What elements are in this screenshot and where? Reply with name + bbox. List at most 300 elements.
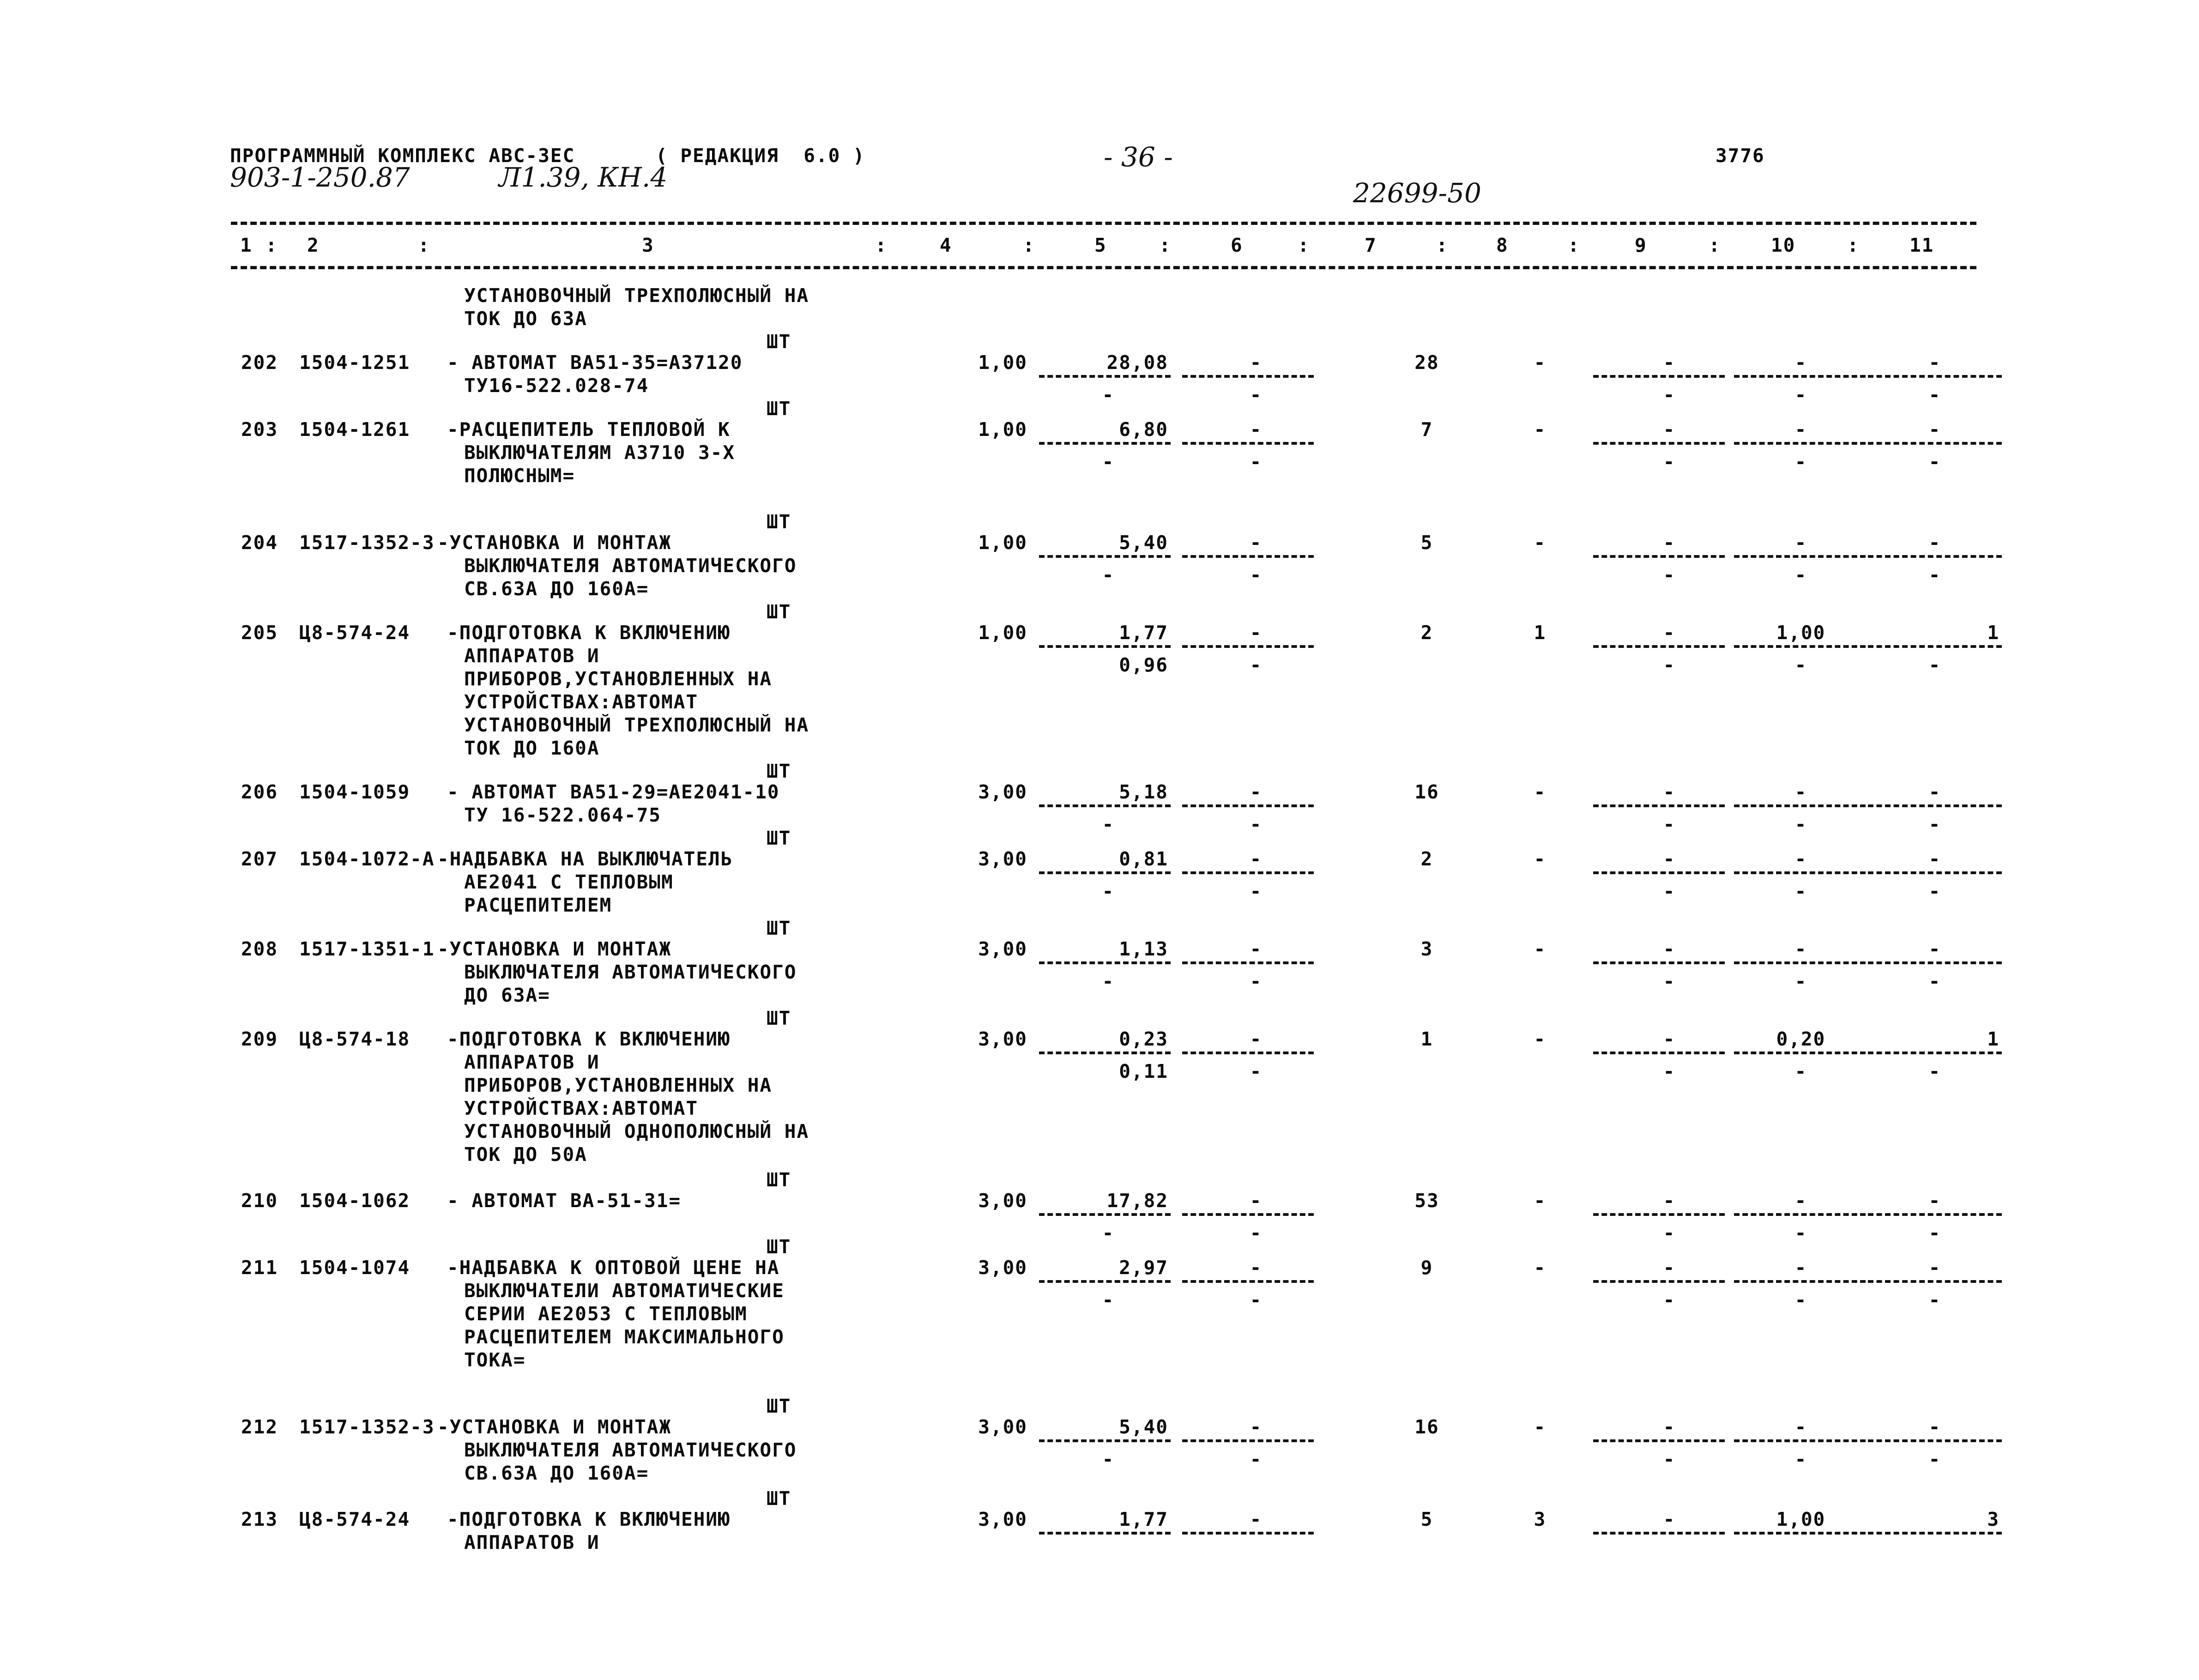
col7-value: 7	[1420, 418, 1433, 441]
col10-rule	[1734, 1439, 1866, 1442]
item-name-line: - АВТОМАТ ВА51-29=АЕ2041-10	[447, 781, 780, 803]
item-name-line: -РАСЦЕПИТЕЛЬ ТЕПЛОВОЙ К	[447, 418, 731, 441]
col9-rule	[1593, 645, 1725, 648]
col6-value: -	[1250, 1190, 1263, 1212]
item-name-line: ВЫКЛЮЧАТЕЛЯ АВТОМАТИЧЕСКОГО	[464, 1439, 797, 1461]
column-header-sep: :	[875, 234, 888, 256]
col9-value: -	[1663, 781, 1676, 803]
col9-value: -	[1663, 1257, 1676, 1279]
col11-subvalue: -	[1928, 1448, 1941, 1470]
col10-subvalue: -	[1794, 384, 1807, 406]
col10-rule	[1734, 375, 1866, 378]
item-code: 1517-1352-3	[299, 1416, 435, 1438]
col8-value: -	[1534, 1257, 1547, 1279]
col5-subvalue: -	[1102, 1289, 1115, 1311]
col9-subvalue: -	[1663, 1289, 1676, 1311]
col6-subvalue: -	[1250, 1060, 1263, 1082]
col11-rule	[1868, 375, 2002, 378]
column-header-6: 6	[1231, 234, 1243, 256]
col5-subvalue: -	[1102, 451, 1115, 473]
col8-value: -	[1534, 781, 1547, 803]
col10-rule	[1734, 871, 1866, 874]
col6-subvalue: -	[1250, 1222, 1263, 1244]
row-number: 202	[241, 351, 278, 374]
col11-value: -	[1928, 1190, 1941, 1212]
quantity: 3,00	[978, 1257, 1027, 1279]
item-code: 1504-1072-А	[299, 848, 435, 870]
item-code: 1504-1062	[299, 1190, 411, 1212]
col10-subvalue: -	[1794, 654, 1807, 676]
col5-subvalue: -	[1102, 564, 1115, 586]
col6-subvalue: -	[1250, 451, 1263, 473]
col11-subvalue: -	[1928, 813, 1941, 835]
page-number: - 36 -	[1104, 141, 1173, 173]
item-name-line: УСТАНОВОЧНЫЙ ОДНОПОЛЮСНЫЙ НА	[464, 1120, 810, 1142]
column-header-11: 11	[1909, 234, 1934, 256]
unit-label: ШТ	[767, 1169, 791, 1191]
item-code: 1504-1059	[299, 781, 411, 803]
item-code: Ц8-574-24	[299, 1508, 411, 1530]
col11-value: -	[1928, 848, 1941, 870]
col10-value: -	[1794, 1190, 1807, 1212]
item-name-line: ВЫКЛЮЧАТЕЛЯ АВТОМАТИЧЕСКОГО	[464, 961, 797, 983]
col10-rule	[1734, 961, 1866, 964]
item-name-line: ТОК ДО 160А	[464, 737, 600, 759]
col6-subvalue: -	[1250, 880, 1263, 902]
row-number: 205	[241, 622, 278, 644]
col5-rule	[1039, 1532, 1171, 1535]
col9-subvalue: -	[1663, 564, 1676, 586]
column-header-sep: :	[1023, 234, 1035, 256]
row-number: 211	[241, 1257, 278, 1279]
col6-value: -	[1250, 532, 1263, 554]
col5-rule	[1039, 555, 1171, 558]
col10-rule	[1734, 1280, 1866, 1283]
col6-subvalue: -	[1250, 654, 1263, 676]
item-name-line: УСТАНОВОЧНЫЙ ТРЕХПОЛЮСНЫЙ НА	[464, 714, 810, 736]
col5-subvalue: -	[1102, 1448, 1115, 1470]
column-header-sep: :	[1298, 234, 1310, 256]
col5-rule	[1039, 645, 1171, 648]
col7-value: 53	[1414, 1190, 1439, 1212]
col9-subvalue: -	[1663, 970, 1676, 992]
header-top-rule	[231, 222, 1976, 225]
col9-subvalue: -	[1663, 880, 1676, 902]
item-name-line: -УСТАНОВКА И МОНТАЖ	[437, 1416, 671, 1438]
item-name-line: ПРИБОРОВ,УСТАНОВЛЕННЫХ НА	[464, 1074, 773, 1096]
col10-value: 0,20	[1776, 1028, 1826, 1050]
col6-rule	[1182, 645, 1314, 648]
item-name-line: - АВТОМАТ ВА-51-31=	[447, 1190, 681, 1212]
col6-subvalue: -	[1250, 384, 1263, 406]
item-name-line: ТУ16-522.028-74	[464, 375, 649, 397]
col9-subvalue: -	[1663, 813, 1676, 835]
col9-rule	[1593, 871, 1725, 874]
col5-rule	[1039, 1213, 1171, 1216]
item-code: 1504-1261	[299, 418, 411, 441]
unit-label: ШТ	[767, 1236, 791, 1258]
col9-value: -	[1663, 848, 1676, 870]
col6-subvalue: -	[1250, 1289, 1263, 1311]
col6-rule	[1182, 1052, 1314, 1054]
col6-rule	[1182, 961, 1314, 964]
item-name-line: АЕ2041 С ТЕПЛОВЫМ	[464, 871, 674, 893]
header-bottom-rule	[231, 266, 1976, 269]
item-name-line: -НАДБАВКА НА ВЫКЛЮЧАТЕЛЬ	[437, 848, 733, 870]
col10-subvalue: -	[1794, 564, 1807, 586]
item-name-line: ДО 63А=	[464, 984, 550, 1006]
col10-subvalue: -	[1794, 1222, 1807, 1244]
col8-value: 1	[1534, 622, 1547, 644]
item-name-line: -УСТАНОВКА И МОНТАЖ	[437, 532, 671, 554]
row-number: 206	[241, 781, 278, 803]
col10-rule	[1734, 645, 1866, 648]
col6-value: -	[1250, 1028, 1263, 1050]
col11-rule	[1868, 804, 2002, 807]
quantity: 3,00	[978, 1028, 1027, 1050]
col5-subvalue: -	[1102, 880, 1115, 902]
col10-value: -	[1794, 848, 1807, 870]
item-name-line: ВЫКЛЮЧАТЕЛЯМ А3710 3-Х	[464, 441, 736, 464]
column-header-4: 4	[940, 234, 952, 256]
quantity: 1,00	[978, 532, 1027, 554]
col6-value: -	[1250, 781, 1263, 803]
col10-rule	[1734, 555, 1866, 558]
col11-value: -	[1928, 351, 1941, 374]
col9-rule	[1593, 1052, 1725, 1054]
col10-value: -	[1794, 351, 1807, 374]
col9-value: -	[1663, 622, 1676, 644]
col10-subvalue: -	[1794, 813, 1807, 835]
col6-subvalue: -	[1250, 1448, 1263, 1470]
item-name-line: УСТРОЙСТВАХ:АВТОМАТ	[464, 691, 698, 713]
row-number: 208	[241, 938, 278, 960]
col11-value: -	[1928, 418, 1941, 441]
col5-rule	[1039, 1439, 1171, 1442]
quantity: 1,00	[978, 351, 1027, 374]
col5-value: 5,40	[1119, 532, 1168, 554]
item-name-line: - АВТОМАТ ВА51-35=А37120	[447, 351, 743, 374]
col10-rule	[1734, 804, 1866, 807]
col8-value: -	[1534, 351, 1547, 374]
quantity: 3,00	[978, 781, 1027, 803]
col9-value: -	[1663, 1190, 1676, 1212]
item-name-line: -ПОДГОТОВКА К ВКЛЮЧЕНИЮ	[447, 1508, 731, 1530]
col11-value: -	[1928, 1257, 1941, 1279]
item-name-line: УСТРОЙСТВАХ:АВТОМАТ	[464, 1097, 698, 1119]
column-header-sep: :	[1568, 234, 1580, 256]
quantity: 1,00	[978, 622, 1027, 644]
handwritten-project-number: 903-1-250.87	[230, 162, 410, 193]
page-code: 3776	[1716, 145, 1765, 167]
unit-label: ШТ	[767, 1007, 791, 1029]
quantity: 3,00	[978, 938, 1027, 960]
row-number: 207	[241, 848, 278, 870]
col5-subvalue: -	[1102, 813, 1115, 835]
col7-value: 2	[1420, 848, 1433, 870]
col6-rule	[1182, 375, 1314, 378]
col9-rule	[1593, 1439, 1725, 1442]
item-code: Ц8-574-24	[299, 622, 411, 644]
unit-label: ШТ	[767, 511, 791, 533]
col5-rule	[1039, 375, 1171, 378]
col5-subvalue: 0,96	[1119, 654, 1168, 676]
col7-value: 28	[1414, 351, 1439, 374]
col7-value: 1	[1420, 1028, 1433, 1050]
col10-rule	[1734, 1213, 1866, 1216]
col5-rule	[1039, 804, 1171, 807]
col11-subvalue: -	[1928, 654, 1941, 676]
unit-label: ШТ	[767, 398, 791, 420]
item-code: 1517-1351-1	[299, 938, 435, 960]
col6-rule	[1182, 804, 1314, 807]
col10-rule	[1734, 1052, 1866, 1054]
quantity: 3,00	[978, 1416, 1027, 1438]
col8-value: 3	[1534, 1508, 1547, 1530]
col10-subvalue: -	[1794, 1448, 1807, 1470]
col9-value: -	[1663, 1028, 1676, 1050]
quantity: 3,00	[978, 848, 1027, 870]
column-header-sep: :	[1159, 234, 1172, 256]
col8-value: -	[1534, 848, 1547, 870]
col11-value: -	[1928, 781, 1941, 803]
col11-value: 3	[1987, 1508, 2000, 1530]
col8-value: -	[1534, 1416, 1547, 1438]
item-name-line: ТОК ДО 63А	[464, 308, 587, 330]
item-name-line: АППАРАТОВ И	[464, 645, 600, 667]
col11-rule	[1868, 1213, 2002, 1216]
column-header-3: 3	[642, 234, 654, 256]
col8-value: -	[1534, 1028, 1547, 1050]
unit-label: ШТ	[767, 917, 791, 939]
col6-value: -	[1250, 1257, 1263, 1279]
col9-value: -	[1663, 532, 1676, 554]
col11-rule	[1868, 645, 2002, 648]
item-name-line: СВ.63А ДО 160А=	[464, 578, 649, 600]
row-number: 204	[241, 532, 278, 554]
col11-subvalue: -	[1928, 451, 1941, 473]
col10-subvalue: -	[1794, 451, 1807, 473]
item-name-line: -НАДБАВКА К ОПТОВОЙ ЦЕНЕ НА	[447, 1257, 780, 1279]
col11-subvalue: -	[1928, 1222, 1941, 1244]
col8-value: -	[1534, 1190, 1547, 1212]
col7-value: 5	[1420, 532, 1433, 554]
col6-rule	[1182, 871, 1314, 874]
col8-value: -	[1534, 532, 1547, 554]
item-name-line: -УСТАНОВКА И МОНТАЖ	[437, 938, 671, 960]
col5-value: 0,81	[1119, 848, 1168, 870]
col7-value: 16	[1414, 1416, 1439, 1438]
col11-subvalue: -	[1928, 880, 1941, 902]
col10-subvalue: -	[1794, 1289, 1807, 1311]
col10-value: -	[1794, 1257, 1807, 1279]
col10-value: 1,00	[1776, 1508, 1826, 1530]
col11-rule	[1868, 1052, 2002, 1054]
item-code: 1517-1352-3	[299, 532, 435, 554]
column-header-sep: :	[266, 234, 278, 256]
item-name-line: -ПОДГОТОВКА К ВКЛЮЧЕНИЮ	[447, 1028, 731, 1050]
column-header-2: 2	[307, 234, 320, 256]
col10-value: -	[1794, 781, 1807, 803]
item-code: Ц8-574-18	[299, 1028, 411, 1050]
col6-subvalue: -	[1250, 813, 1263, 835]
col5-value: 6,80	[1119, 418, 1168, 441]
col7-value: 2	[1420, 622, 1433, 644]
row-number: 212	[241, 1416, 278, 1438]
col6-subvalue: -	[1250, 970, 1263, 992]
column-header-sep: :	[1847, 234, 1860, 256]
col5-value: 5,40	[1119, 1416, 1168, 1438]
item-name-line: АППАРАТОВ И	[464, 1051, 600, 1073]
col7-value: 16	[1414, 781, 1439, 803]
col11-value: 1	[1987, 622, 2000, 644]
col5-subvalue: -	[1102, 970, 1115, 992]
item-name-line: ПОЛЮСНЫМ=	[464, 465, 575, 487]
col11-value: -	[1928, 532, 1941, 554]
col5-rule	[1039, 961, 1171, 964]
column-header-sep: :	[1709, 234, 1721, 256]
col9-rule	[1593, 375, 1725, 378]
item-code: 1504-1251	[299, 351, 411, 374]
col6-rule	[1182, 1439, 1314, 1442]
col11-rule	[1868, 1532, 2002, 1535]
col6-value: -	[1250, 1416, 1263, 1438]
col10-value: -	[1794, 938, 1807, 960]
col5-value: 5,18	[1119, 781, 1168, 803]
col10-value: -	[1794, 1416, 1807, 1438]
col11-value: -	[1928, 938, 1941, 960]
col10-rule	[1734, 1532, 1866, 1535]
col9-value: -	[1663, 351, 1676, 374]
item-name-line: ТОКА=	[464, 1349, 526, 1371]
unit-label: ШТ	[767, 1395, 791, 1417]
col5-subvalue: 0,11	[1119, 1060, 1168, 1082]
handwritten-sheet-ref: Л1.39, КН.4	[499, 162, 668, 193]
col6-subvalue: -	[1250, 564, 1263, 586]
item-name-line: -ПОДГОТОВКА К ВКЛЮЧЕНИЮ	[447, 622, 731, 644]
col11-subvalue: -	[1928, 970, 1941, 992]
col5-value: 2,97	[1119, 1257, 1168, 1279]
program-title: ПРОГРАММНЫЙ КОМПЛЕКС АВС-3ЕС	[230, 145, 575, 167]
col9-rule	[1593, 1532, 1725, 1535]
col11-subvalue: -	[1928, 1060, 1941, 1082]
row-number: 213	[241, 1508, 278, 1530]
col6-rule	[1182, 1532, 1314, 1535]
col5-value: 0,23	[1119, 1028, 1168, 1050]
quantity: 3,00	[978, 1190, 1027, 1212]
col9-value: -	[1663, 938, 1676, 960]
col11-rule	[1868, 1280, 2002, 1283]
quantity: 1,00	[978, 418, 1027, 441]
col5-value: 28,08	[1106, 351, 1168, 374]
col5-rule	[1039, 871, 1171, 874]
col6-value: -	[1250, 418, 1263, 441]
unit-label: ШТ	[767, 760, 791, 782]
column-header-sep: :	[418, 234, 430, 256]
col6-rule	[1182, 442, 1314, 445]
col11-value: -	[1928, 1416, 1941, 1438]
col7-value: 9	[1420, 1257, 1433, 1279]
item-name-line: РАСЦЕПИТЕЛЕМ МАКСИМАЛЬНОГО	[464, 1326, 785, 1348]
col8-value: -	[1534, 418, 1547, 441]
quantity: 3,00	[978, 1508, 1027, 1530]
col11-rule	[1868, 871, 2002, 874]
col5-value: 1,77	[1119, 1508, 1168, 1530]
item-name-line: ТУ 16-522.064-75	[464, 804, 661, 826]
item-name-line: ВЫКЛЮЧАТЕЛЯ АВТОМАТИЧЕСКОГО	[464, 555, 797, 577]
col8-value: -	[1534, 938, 1547, 960]
col6-rule	[1182, 555, 1314, 558]
col9-subvalue: -	[1663, 1222, 1676, 1244]
col7-value: 5	[1420, 1508, 1433, 1530]
col10-subvalue: -	[1794, 880, 1807, 902]
column-header-5: 5	[1094, 234, 1107, 256]
row-number: 209	[241, 1028, 278, 1050]
col7-value: 3	[1420, 938, 1433, 960]
col9-subvalue: -	[1663, 654, 1676, 676]
item-name-line: СЕРИИ АЕ2053 С ТЕПЛОВЫМ	[464, 1303, 748, 1325]
col9-subvalue: -	[1663, 1448, 1676, 1470]
col9-subvalue: -	[1663, 1060, 1676, 1082]
col6-value: -	[1250, 351, 1263, 374]
col5-value: 1,77	[1119, 622, 1168, 644]
item-name-line: АППАРАТОВ И	[464, 1531, 600, 1553]
col9-value: -	[1663, 1416, 1676, 1438]
col6-value: -	[1250, 1508, 1263, 1530]
col11-value: 1	[1987, 1028, 2000, 1050]
edition-label: ( РЕДАКЦИЯ 6.0 )	[656, 145, 865, 167]
column-header-9: 9	[1635, 234, 1647, 256]
col9-rule	[1593, 961, 1725, 964]
item-code: 1504-1074	[299, 1257, 411, 1279]
col6-rule	[1182, 1213, 1314, 1216]
col11-subvalue: -	[1928, 564, 1941, 586]
col9-rule	[1593, 555, 1725, 558]
col5-rule	[1039, 1052, 1171, 1054]
unit-label: ШТ	[767, 827, 791, 849]
col10-value: 1,00	[1776, 622, 1826, 644]
col9-rule	[1593, 1280, 1725, 1283]
col11-rule	[1868, 1439, 2002, 1442]
col10-value: -	[1794, 532, 1807, 554]
col9-rule	[1593, 442, 1725, 445]
item-name-line: ПРИБОРОВ,УСТАНОВЛЕННЫХ НА	[464, 668, 773, 690]
col10-value: -	[1794, 418, 1807, 441]
row-number: 203	[241, 418, 278, 441]
handwritten-doc-number: 22699-50	[1353, 177, 1481, 209]
col9-value: -	[1663, 418, 1676, 441]
col6-value: -	[1250, 848, 1263, 870]
column-header-10: 10	[1771, 234, 1796, 256]
col5-rule	[1039, 1280, 1171, 1283]
col11-subvalue: -	[1928, 384, 1941, 406]
col11-rule	[1868, 442, 2002, 445]
col11-subvalue: -	[1928, 1289, 1941, 1311]
col11-rule	[1868, 961, 2002, 964]
col5-subvalue: -	[1102, 1222, 1115, 1244]
item-name-line: УСТАНОВОЧНЫЙ ТРЕХПОЛЮСНЫЙ НА	[464, 284, 810, 307]
col5-subvalue: -	[1102, 384, 1115, 406]
col9-subvalue: -	[1663, 384, 1676, 406]
col10-subvalue: -	[1794, 970, 1807, 992]
col6-value: -	[1250, 938, 1263, 960]
col6-rule	[1182, 1280, 1314, 1283]
col9-rule	[1593, 804, 1725, 807]
item-name-line: РАСЦЕПИТЕЛЕМ	[464, 894, 612, 916]
item-name-line: СВ.63А ДО 160А=	[464, 1462, 649, 1484]
col9-subvalue: -	[1663, 451, 1676, 473]
row-number: 210	[241, 1190, 278, 1212]
